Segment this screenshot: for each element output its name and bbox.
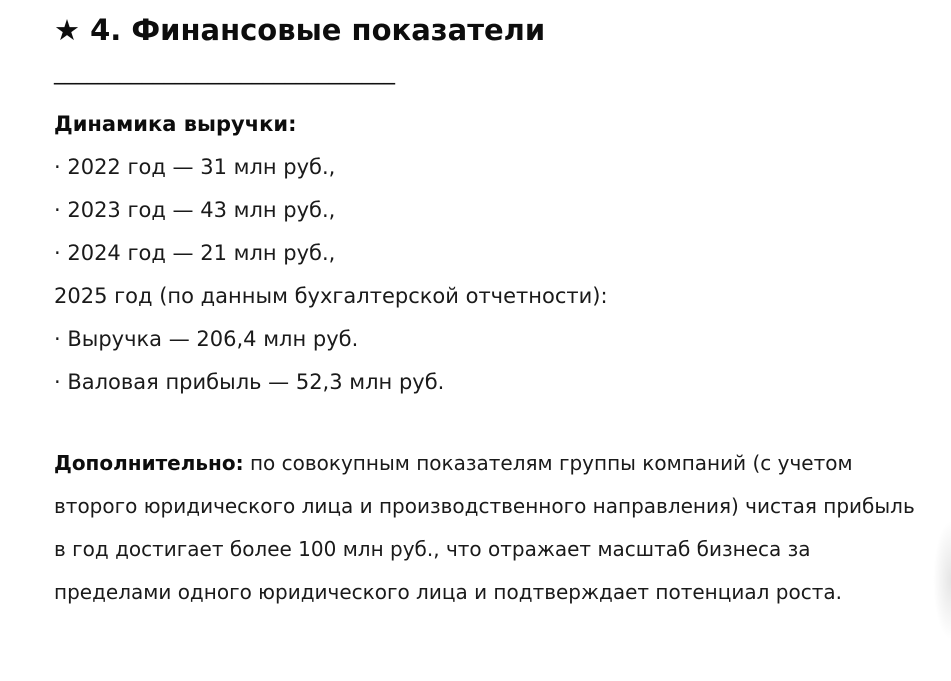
revenue-dynamics-label: Динамика выручки: (54, 112, 297, 136)
revenue-item-2023: · 2023 год — 43 млн руб., (54, 198, 336, 222)
additional-label: Дополнительно: (54, 451, 244, 475)
revenue-item-2025-revenue: · Выручка — 206,4 млн руб. (54, 327, 359, 351)
heading-divider: _______________________________ (54, 60, 395, 85)
additional-paragraph (54, 442, 919, 614)
section-heading: ★ 4. Финансовые показатели (54, 13, 546, 47)
additional-text: по совокупным показателям группы компаний (с учетом второго юридического лица и производственного направления) чистая прибыль в год достигает более 100 млн руб., что отражает масштаб бизнеса за пределами одного юридического лица и подтверждает потенциал роста. (54, 451, 915, 604)
edge-shadow (933, 520, 951, 640)
revenue-item-2025-gross-profit: · Валовая прибыль — 52,3 млн руб. (54, 370, 445, 394)
revenue-item-2022: · 2022 год — 31 млн руб., (54, 155, 336, 179)
year-2025-label: 2025 год (по данным бухгалтерской отчетности): (54, 284, 608, 308)
revenue-item-2024: · 2024 год — 21 млн руб., (54, 241, 336, 265)
